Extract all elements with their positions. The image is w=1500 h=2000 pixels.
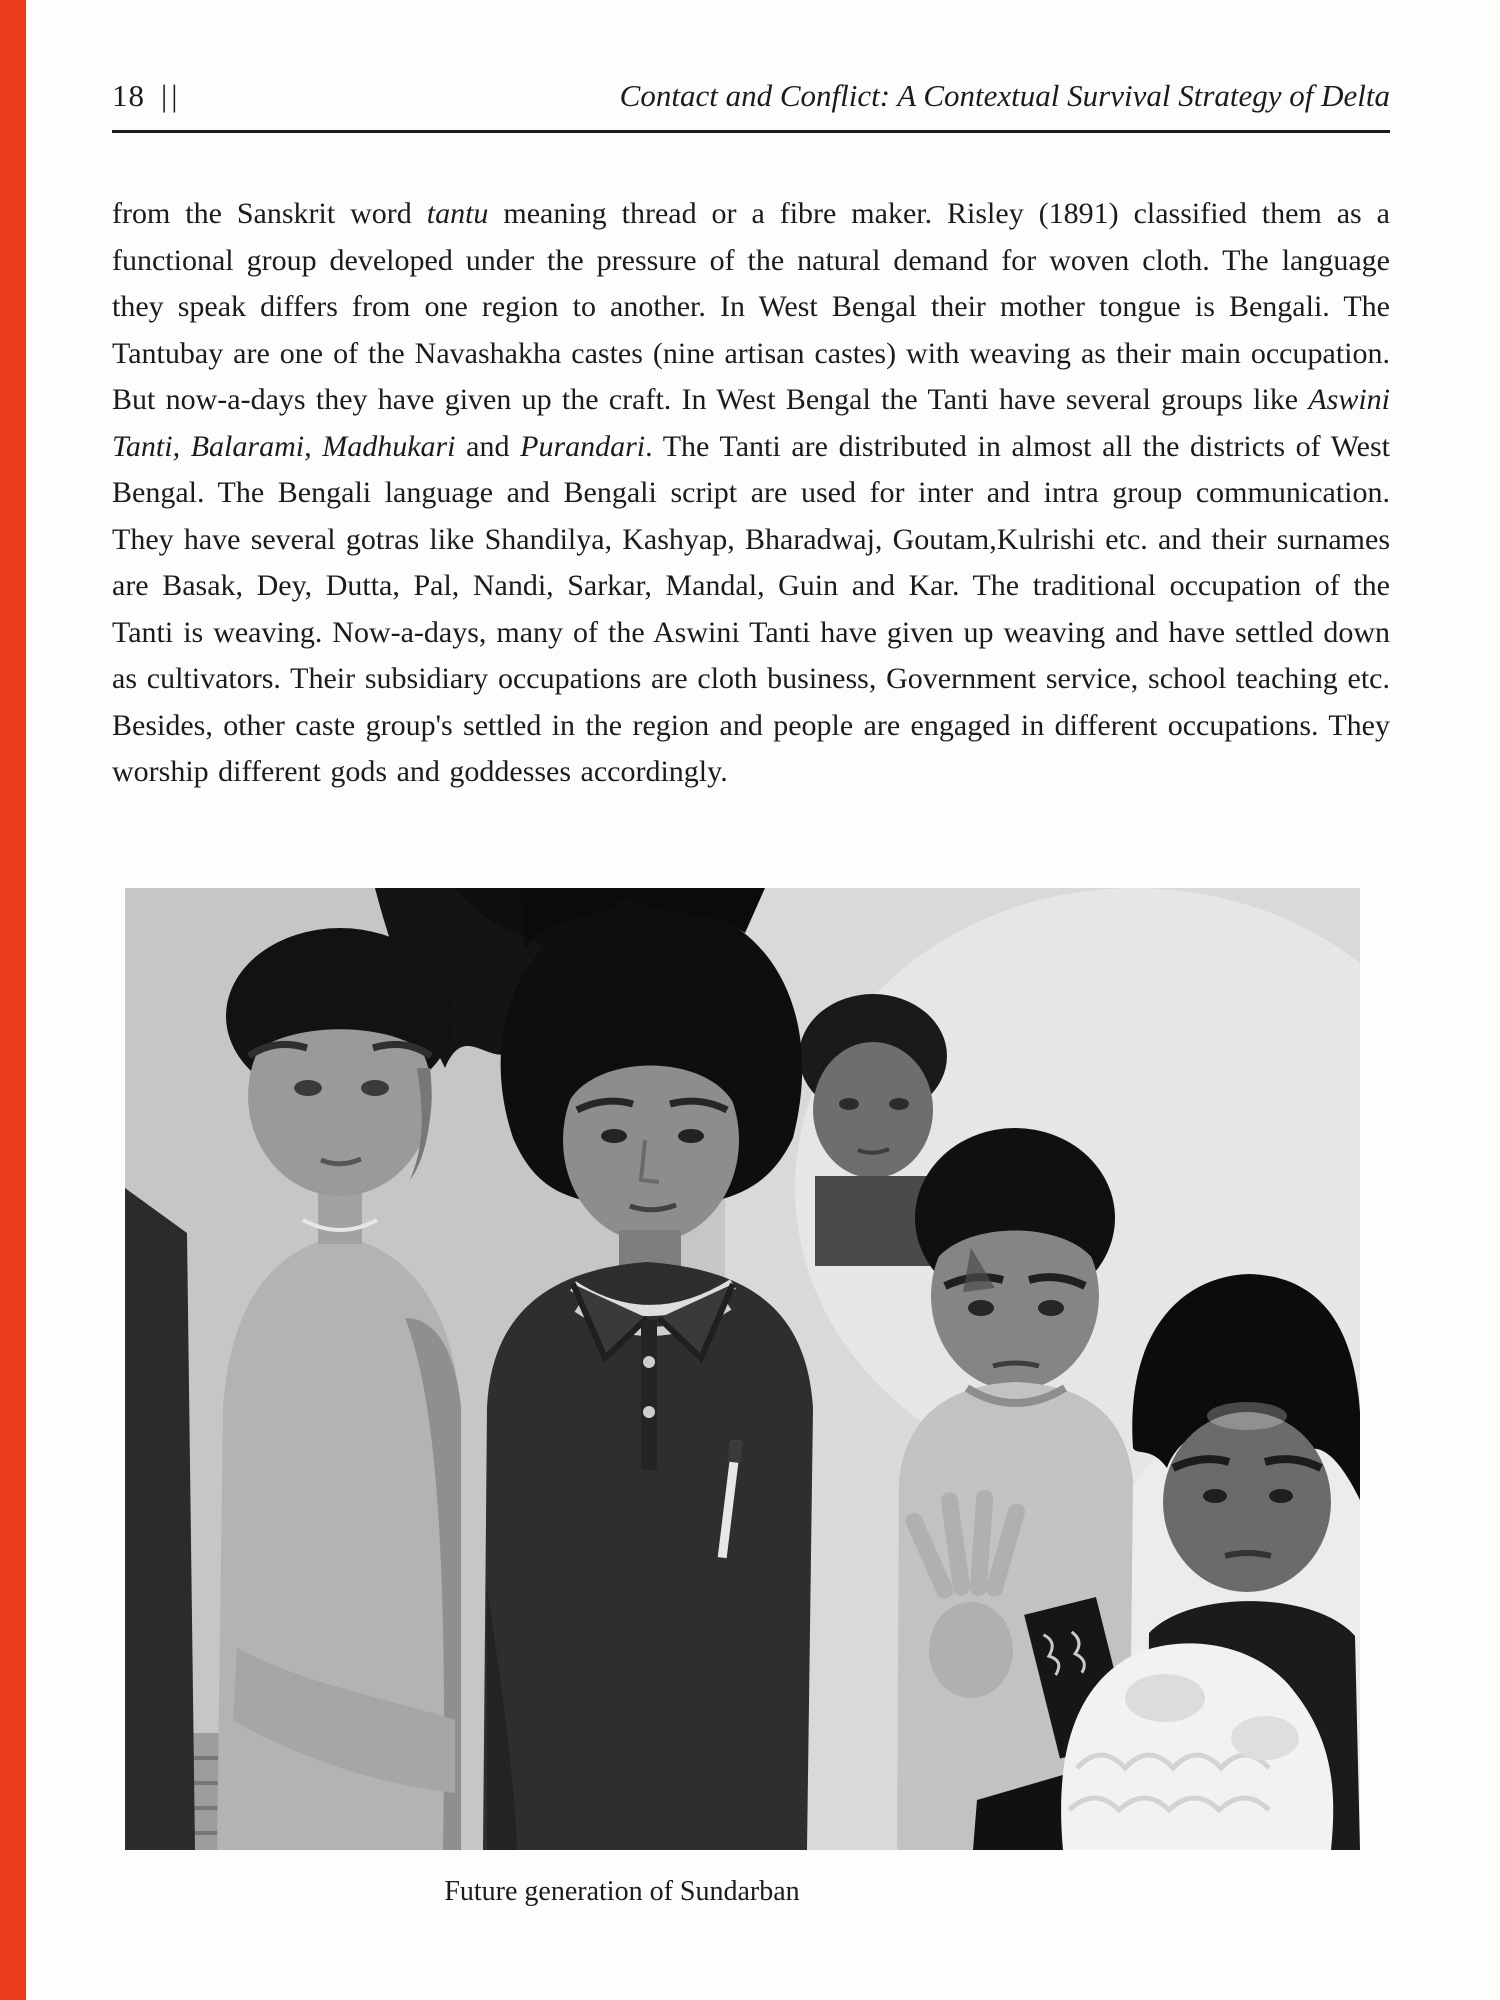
children-photo-illustration <box>125 888 1360 1850</box>
body-text-segment: tantu <box>426 197 489 230</box>
page-number-separator: || <box>161 78 182 113</box>
left-accent-stripe <box>0 0 26 2000</box>
page-number <box>112 78 181 114</box>
body-paragraph <box>112 191 1390 796</box>
body-text-segment: from the Sanskrit word <box>112 197 427 230</box>
body-text-segment: Purandari <box>520 429 646 463</box>
photo-caption: Future generation of Sundarban <box>444 1876 800 1907</box>
page-number-value: 18 <box>112 78 145 113</box>
header-rule <box>112 130 1390 133</box>
running-title: Contact and Conflict: A Contextual Survival Strategy of Delta <box>619 78 1390 113</box>
body-text-segment: Aswini Tanti, Balarami, Madhukari <box>112 383 1390 463</box>
body-text-segment: and <box>455 429 521 463</box>
body-text-segment: . The Tanti are distributed in almost all the districts of West Bengal. The Bengali language and Bengali script are used for inter and intra group communication. They have several gotras like Shandilya, Kashyap, Bharadwaj, Goutam,Kulrishi etc. and their surnames are Basak, Dey, Dutta, Pal, Nandi, Sarkar, Mandal, Guin and Kar. The traditional occupation of the Tanti is weaving. Now-a-days, many of the Aswini Tanti have given up weaving and have settled down as cultivators. Their subsidiary occupations are cloth business, Government service, school teaching etc. Besides, other caste group's settled in the region and people are engaged in different occupations. They worship different gods and goddesses accordingly. <box>112 429 1390 788</box>
children-photo <box>125 888 1360 1850</box>
body-text-segment: meaning thread or a fibre maker. Risley (1891) classified them as a functional group developed under the pressure of the natural demand for woven cloth. The language they speak differs from one region to another. In West Bengal their mother tongue is Bengali. The Tantubay are one of the Navashakha castes (nine artisan castes) with weaving as their main occupation. But now-a-days they have given up the craft. In West Bengal the Tanti have several groups like <box>112 197 1390 416</box>
page-header <box>112 78 1390 114</box>
